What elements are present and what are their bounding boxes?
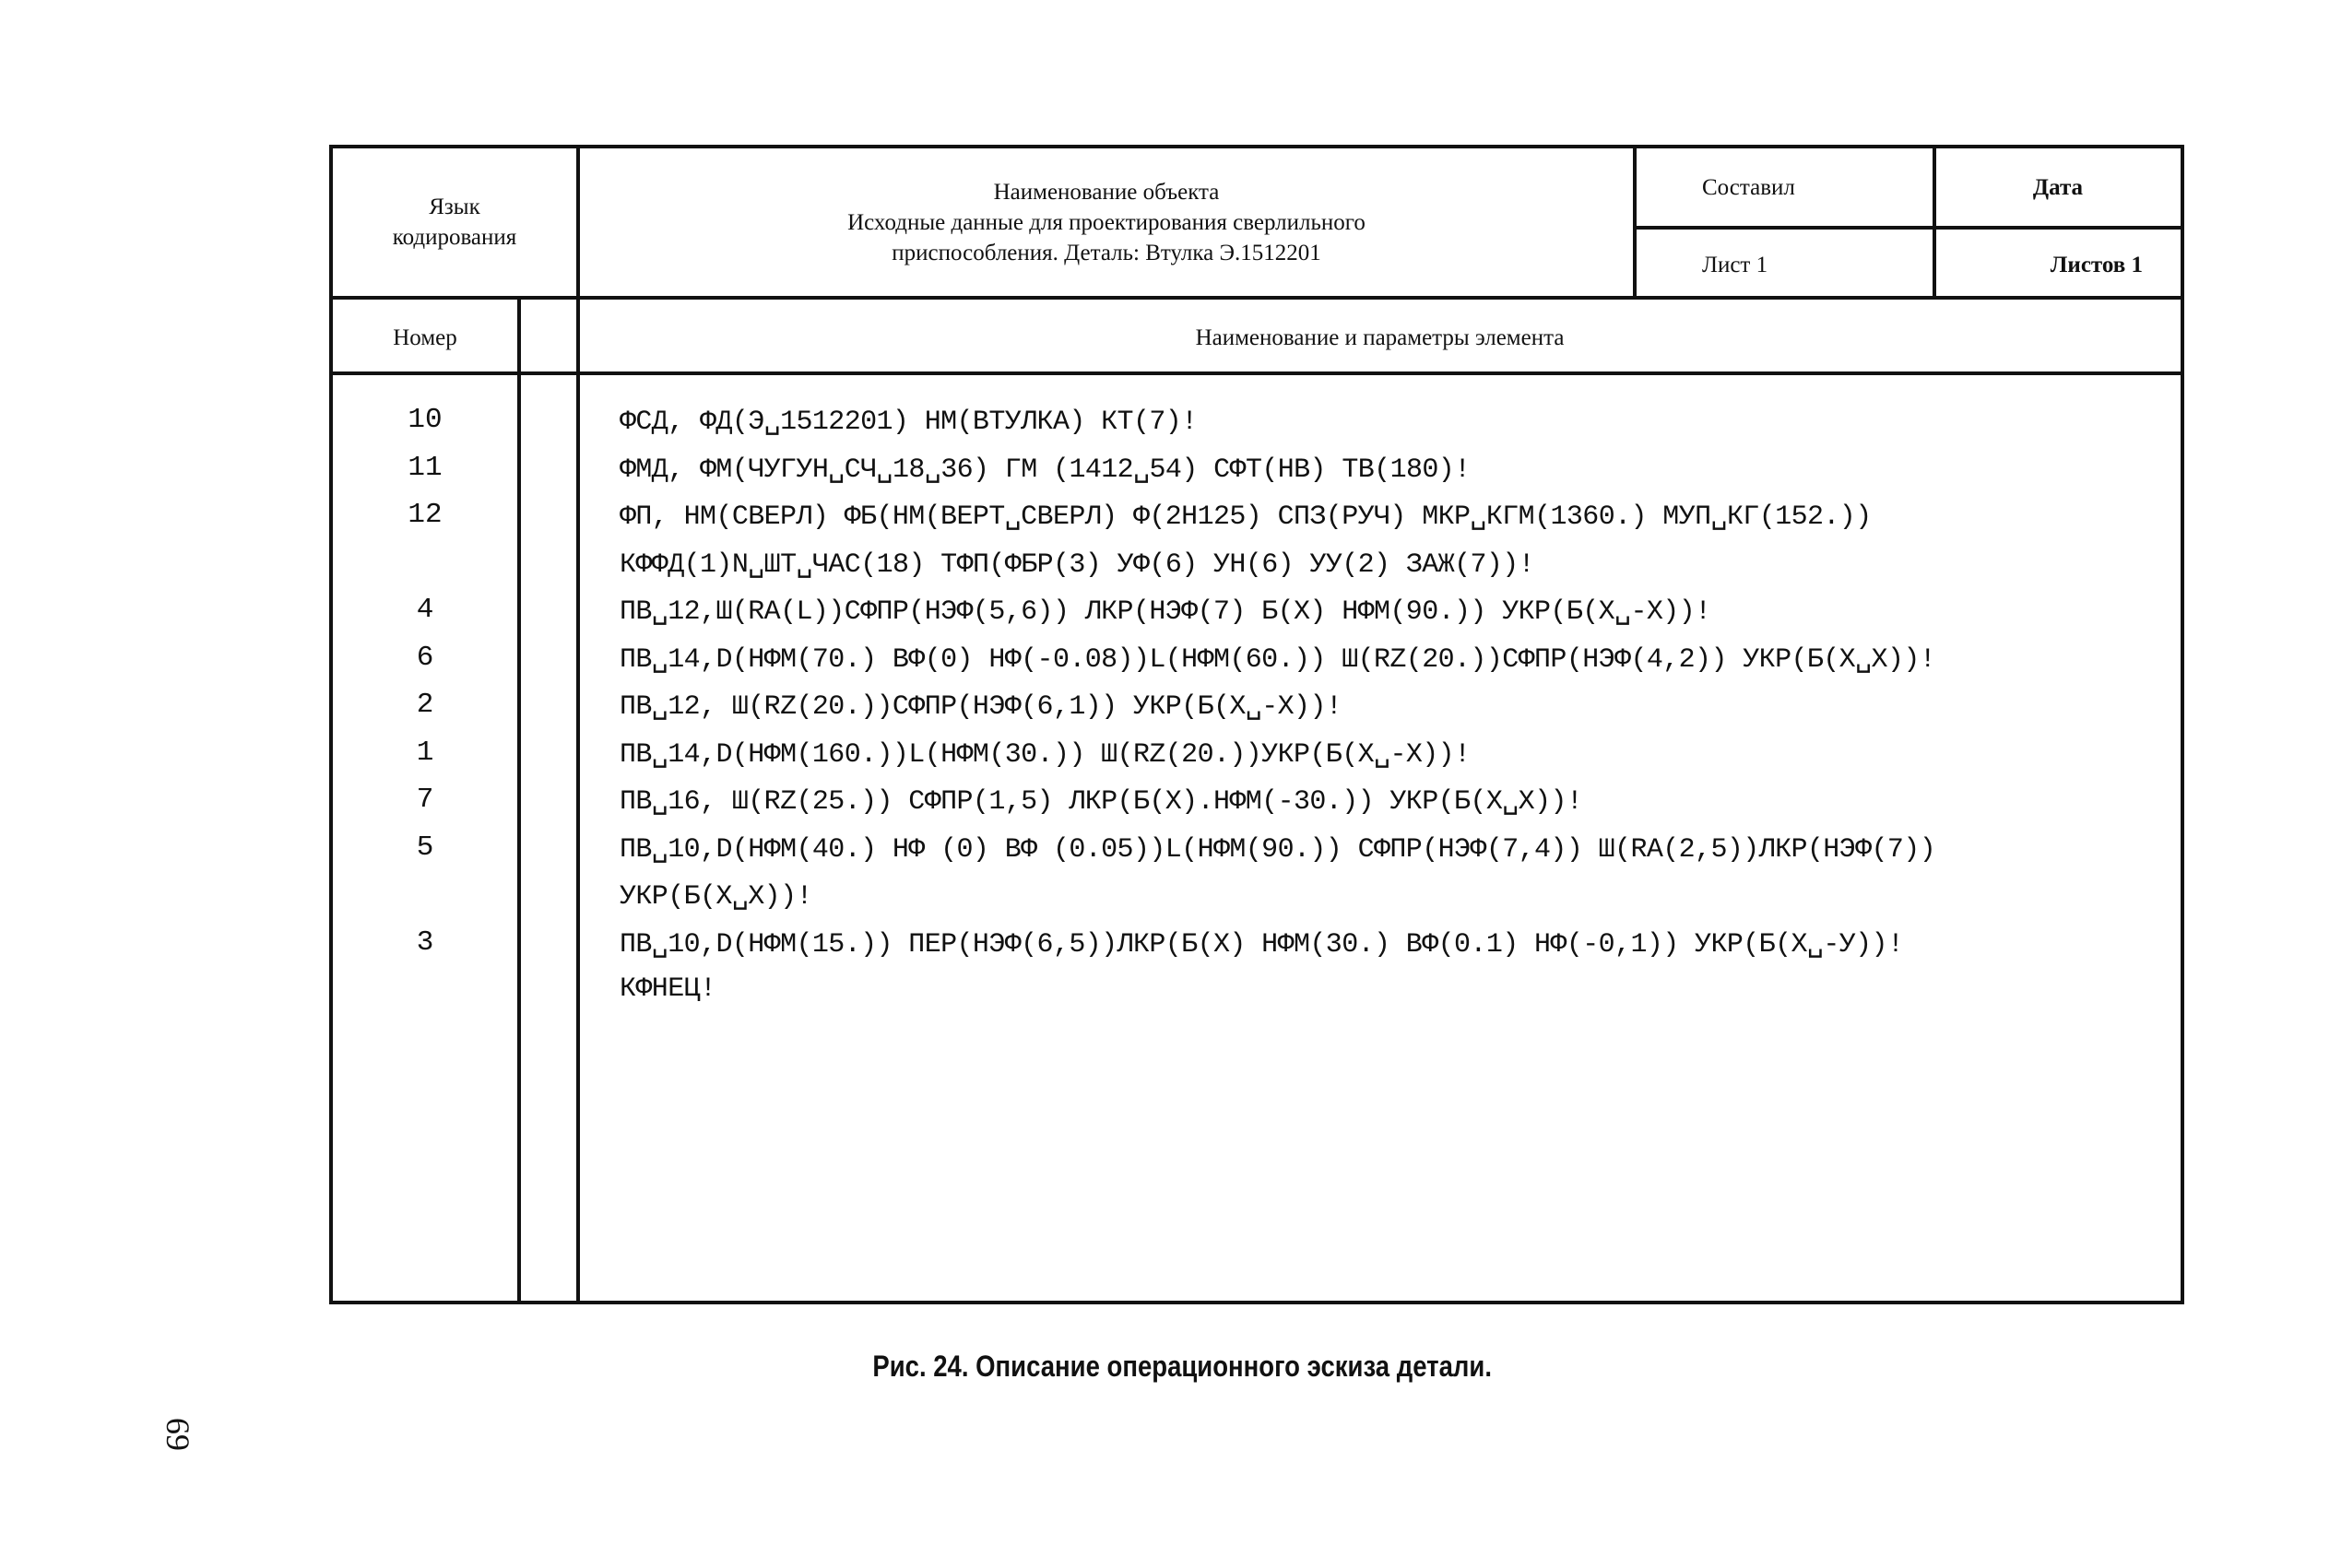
row-number: 5	[416, 831, 434, 864]
object-description-line-2: приспособления. Деталь: Втулка Э.1512201	[892, 240, 1321, 265]
date-cell	[1936, 148, 2180, 226]
row-number: 6	[416, 642, 434, 674]
number-column-header: Номер	[393, 324, 457, 350]
row-code: ФП, НМ(СВЕРЛ) ФБ(НМ(ВЕРТ␣СВЕРЛ) Ф(2Н125) СПЗ(РУЧ) МКР␣КГМ(1360.) МУП␣КГ(152.))	[620, 501, 1872, 533]
compiled-by-label: Составил	[1702, 174, 1795, 200]
row-code: ПВ␣10,D(НФМ(40.) НФ (0) ВФ (0.05))L(НФМ(90.)) СФПР(НЭФ(7,4)) Ш(RA(2,5))ЛКР(НЭФ(7))	[620, 834, 1936, 866]
row-code: ПВ␣14,D(НФМ(160.))L(НФМ(30.)) Ш(RZ(20.))УКР(Б(Х␣-Х))!	[620, 739, 1471, 771]
coding-language-label-1: Язык	[429, 195, 480, 219]
number-column-divider	[517, 296, 521, 1304]
sheet-label: Лист 1	[1702, 252, 1768, 277]
coding-language-label-2: кодирования	[392, 225, 517, 250]
row-code: КФФД(1)N␣ШТ␣ЧАС(18) ТФП(ФБР(3) УФ(6) УН(6) УУ(2) ЗАЖ(7))!	[620, 549, 1535, 581]
row-code: ПВ␣12, Ш(RZ(20.))СФПР(НЭФ(6,1)) УКР(Б(Х␣-Х))!	[620, 691, 1342, 723]
row-number: 4	[416, 594, 434, 626]
name-params-column-header: Наименование и параметры элемента	[1195, 324, 1565, 350]
row-code: ПВ␣12,Ш(RA(L))СФПР(НЭФ(5,6)) ЛКР(НЭФ(7) Б(Х) НФМ(90.)) УКР(Б(Х␣-Х))!	[620, 596, 1711, 628]
row-code: ПВ␣16, Ш(RZ(25.)) СФПР(1,5) ЛКР(Б(Х).НФМ(-30.)) УКР(Б(Х␣Х))!	[620, 786, 1583, 818]
row-code: ФМД, ФМ(ЧУГУН␣СЧ␣18␣36) ГМ (1412␣54) СФТ(НВ) ТВ(180)!	[620, 454, 1471, 486]
object-column-divider	[1633, 145, 1637, 300]
figure-caption: Рис. 24. Описание операционного эскиза детали.	[872, 1350, 1492, 1383]
date-label: Дата	[2032, 174, 2084, 200]
row-number: 10	[408, 404, 443, 436]
row-code: КФНЕЦ!	[620, 973, 716, 1005]
row-code: УКР(Б(Х␣Х))!	[620, 881, 812, 913]
row-number: 1	[416, 737, 434, 769]
row-code: ФСД, ФД(Э␣1512201) НМ(ВТУЛКА) КТ(7)!	[620, 407, 1198, 438]
row-number: 3	[416, 926, 434, 959]
row-number: 11	[408, 452, 443, 484]
row-number: 12	[408, 499, 443, 531]
sheets-total-label: Листов 1	[2050, 252, 2143, 277]
column-header-bottom-line	[329, 371, 2184, 375]
object-name-cell	[580, 148, 1633, 296]
page-number: 69	[160, 1418, 196, 1451]
compiled-by-cell	[1667, 148, 1934, 226]
row-number: 7	[416, 784, 434, 816]
object-description-line-1: Исходные данные для проектирования сверлильного	[847, 209, 1366, 235]
coding-language-cell	[333, 148, 576, 296]
object-title: Наименование объекта	[993, 179, 1220, 205]
row-code: ПВ␣14,D(НФМ(70.) ВФ(0) НФ(-0.08))L(НФМ(60.)) Ш(RZ(20.))СФПР(НЭФ(4,2)) УКР(Б(Х␣Х))!	[620, 644, 1936, 676]
sheet-cell	[1667, 230, 1934, 300]
row-code: ПВ␣10,D(НФМ(15.)) ПЕР(НЭФ(6,5))ЛКР(Б(Х) НФМ(30.) ВФ(0.1) НФ(-0,1)) УКР(Б(Х␣-У))!	[620, 929, 1904, 961]
sheets-total-cell	[1936, 230, 2180, 300]
row-number: 2	[416, 689, 434, 721]
